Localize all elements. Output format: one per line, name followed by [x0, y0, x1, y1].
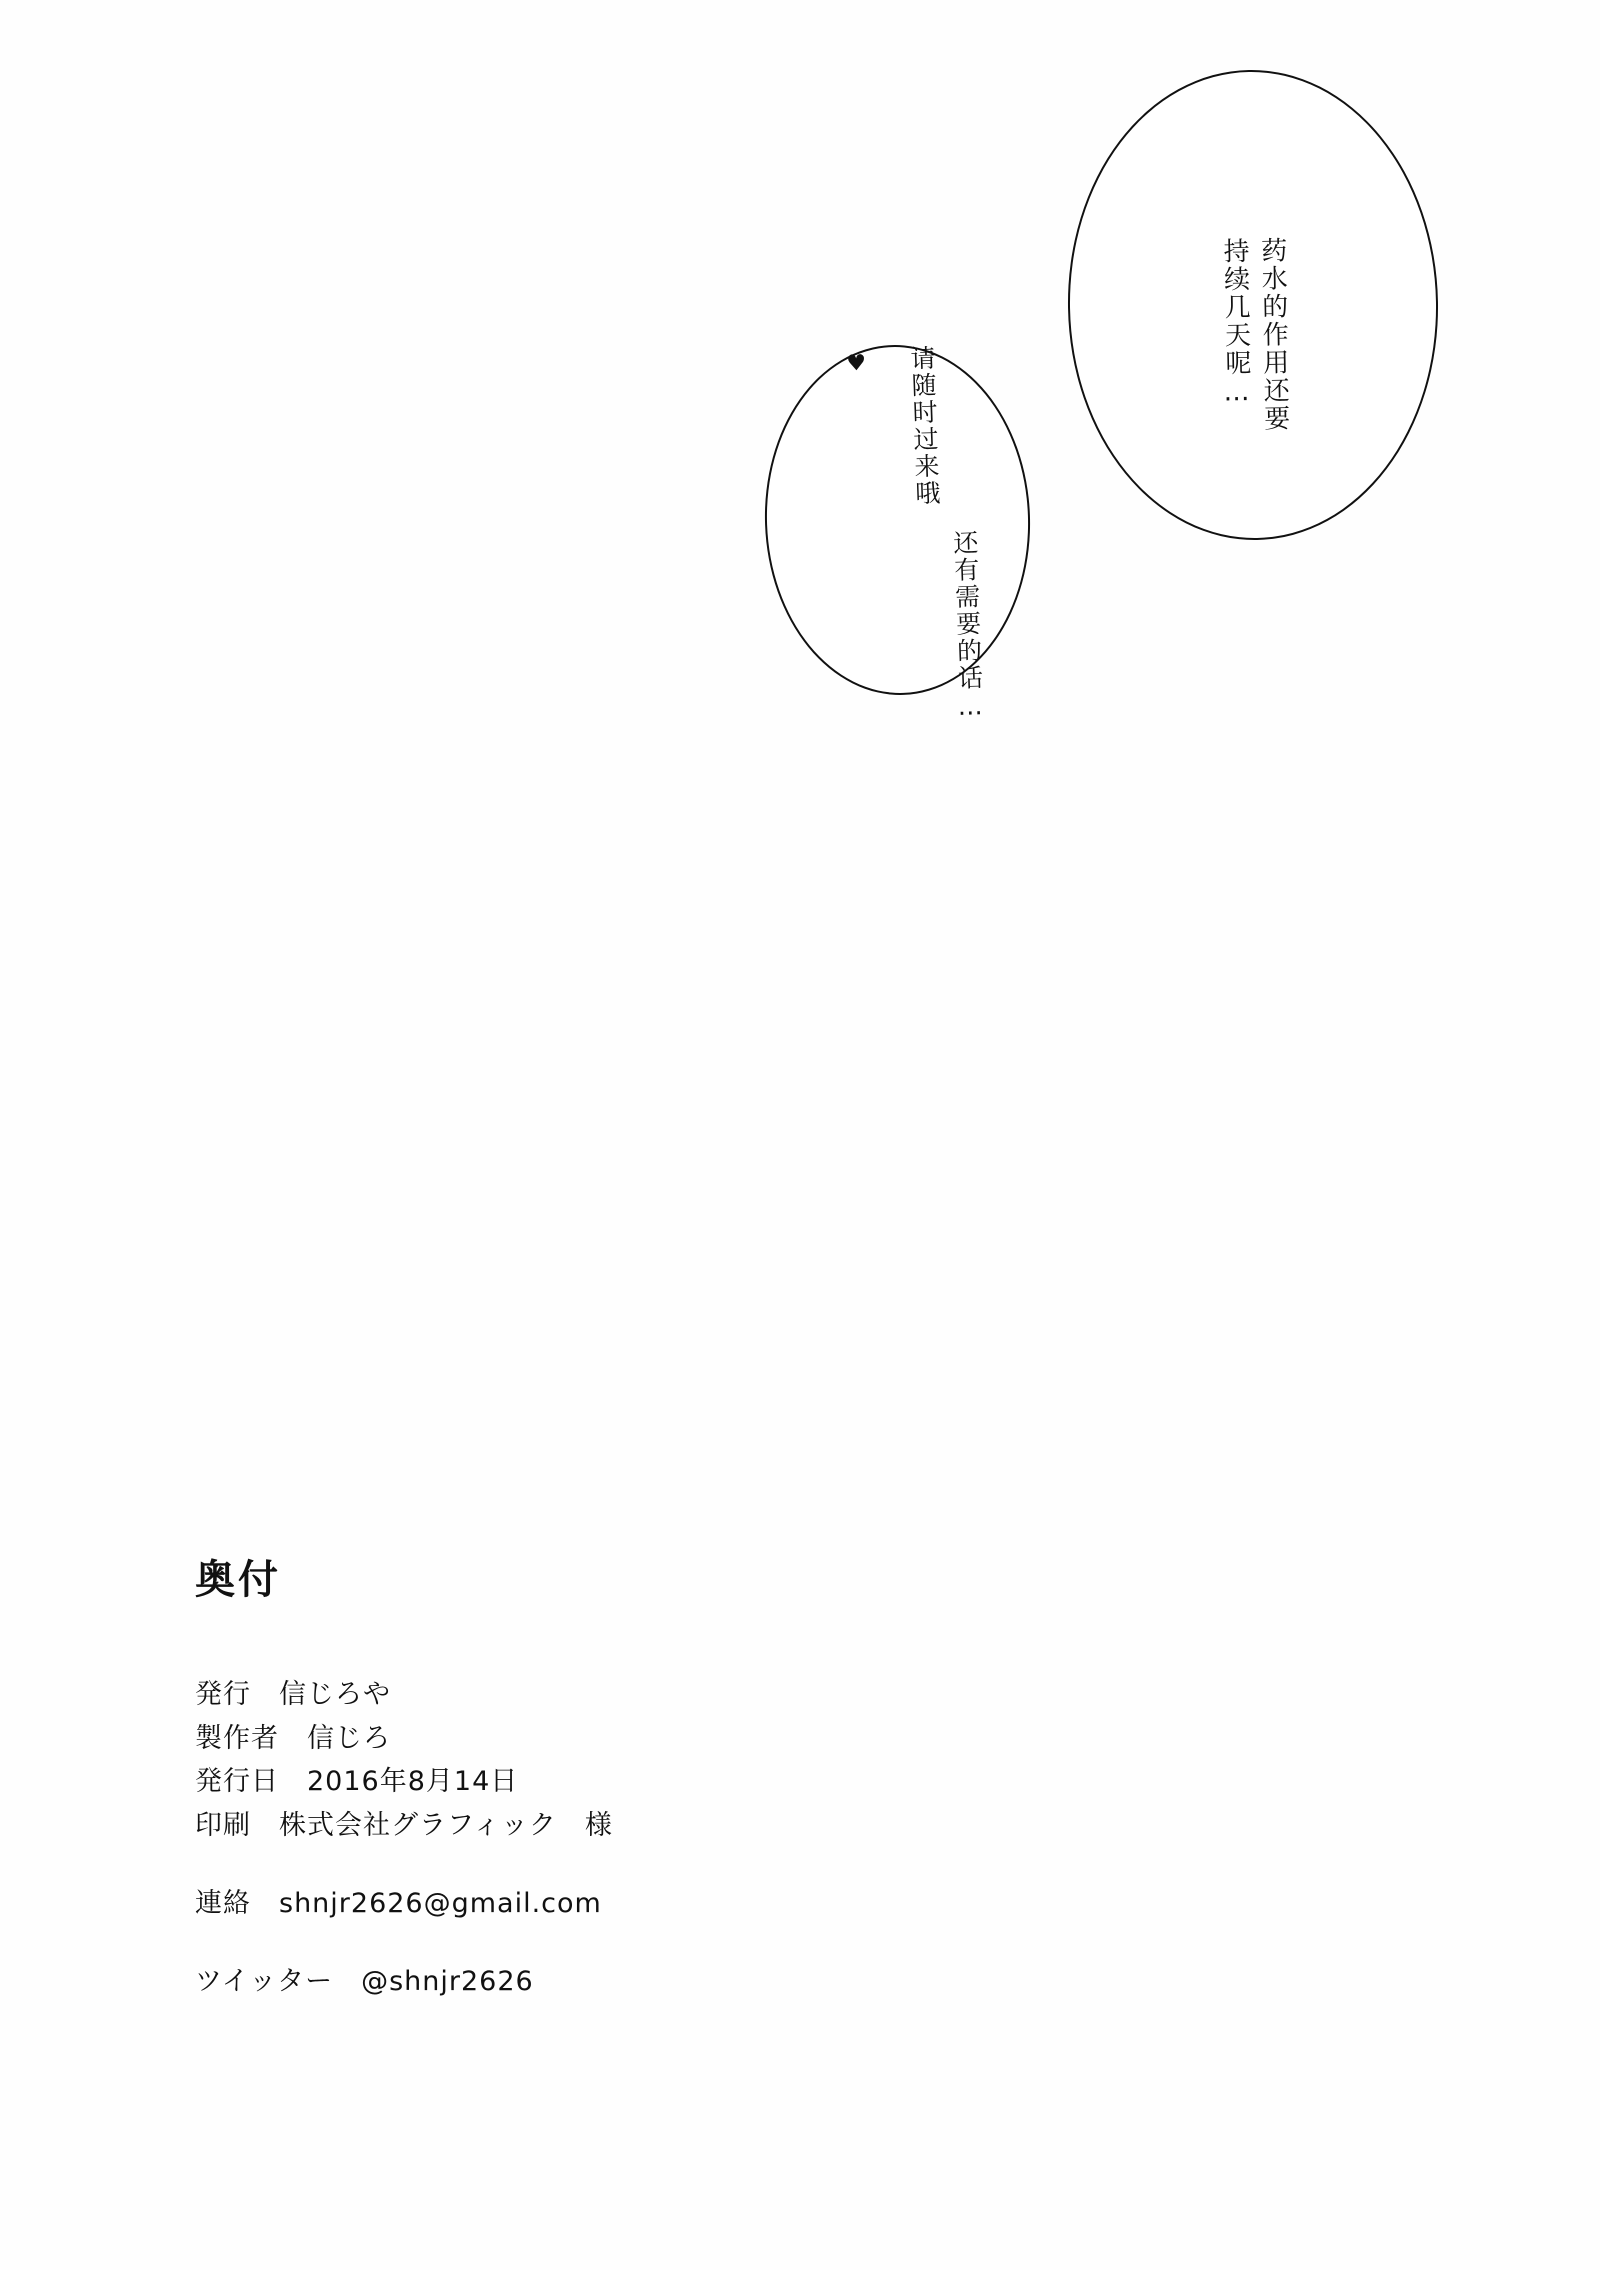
colophon-twitter: ツイッター @shnjr2626 — [195, 1965, 534, 1997]
colophon-block — [195, 1548, 1195, 2003]
speech-bubble-lower-line: 还有需要的话… 请随时过来哦 — [906, 344, 986, 723]
speech-bubble-lower-text — [771, 311, 1025, 728]
speech-bubble-lower — [759, 340, 1036, 723]
heart-icon: ♥ — [843, 350, 870, 379]
colophon-contact-email: 連絡 shnjr2626@gmail.com — [195, 1887, 602, 1919]
colophon-printer: 印刷 株式会社グラフィック 様 — [195, 1810, 613, 1842]
spacer — [195, 1848, 1195, 1882]
speech-bubble-top-text: 药水的作用还要 持续几天呢… — [1218, 236, 1290, 433]
speech-bubble-top — [1064, 67, 1442, 543]
colophon-title: 奥付 — [195, 1557, 281, 1603]
spacer — [195, 1926, 1195, 1960]
colophon-publisher: 発行 信じろや — [195, 1679, 391, 1710]
colophon-author: 製作者 信じろ — [195, 1722, 391, 1754]
colophon-publish-date: 発行日 2016年8月14日 — [195, 1766, 519, 1798]
